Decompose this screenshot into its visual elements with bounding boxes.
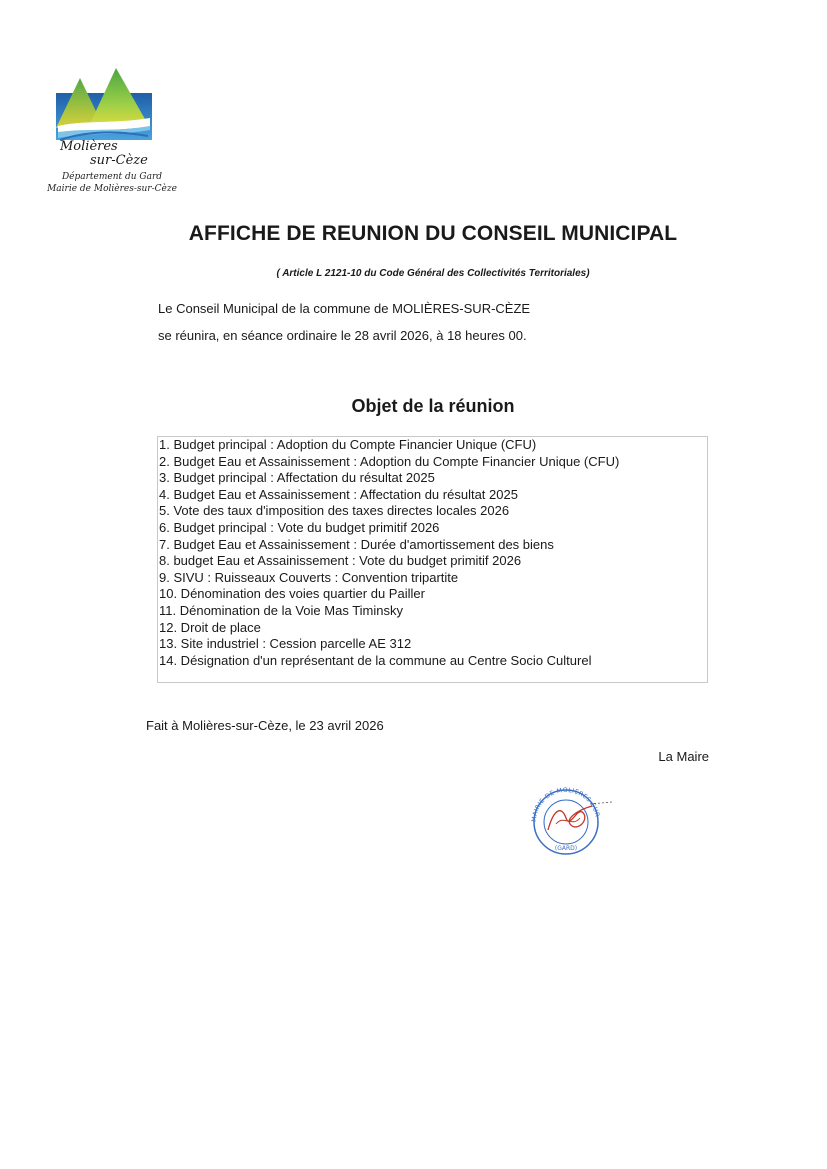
official-seal-icon — [526, 784, 616, 856]
agenda-item: 1. Budget principal : Adoption du Compte Financier Unique (CFU) — [159, 437, 537, 452]
article-reference: ( Article L 2121-10 du Code Général des Collectivités Territoriales) — [276, 268, 590, 279]
agenda-item: 9. SIVU : Ruisseaux Couverts : Convention tripartite — [159, 569, 459, 585]
agenda-item: 13. Site industriel : Cession parcelle AE 312 — [159, 636, 412, 652]
stamp-ring-text: MAIRIE DE MOLIERES-SUR- — [530, 786, 601, 823]
logo-brand-line2: sur-Cèze — [90, 153, 148, 168]
agenda-item: 7. Budget Eau et Assainissement : Durée d'amortissement des biens — [159, 536, 554, 552]
signatory: La Maire — [658, 749, 709, 764]
official-stamp — [526, 784, 616, 856]
agenda-item: 4. Budget Eau et Assainissement : Affectation du résultat 2025 — [159, 486, 518, 502]
intro-line-1: Le Conseil Municipal de la commune de MOLIÈRES-SUR-CÈZE — [158, 301, 531, 316]
agenda-heading: Objet de la réunion — [351, 396, 515, 416]
stamp-bottom-text: (GARD) — [554, 845, 578, 852]
agenda-item: 14. Désignation d'un représentant de la commune au Centre Socio Culturel — [159, 652, 592, 668]
signed-place-date: Fait à Molières-sur-Cèze, le 23 avril 2026 — [146, 718, 384, 733]
agenda-item: 3. Budget principal : Affectation du résultat 2025 — [159, 470, 435, 486]
agenda-item: 8. budget Eau et Assainissement : Vote du budget primitif 2026 — [159, 553, 522, 569]
agenda-item: 12. Droit de place — [159, 619, 261, 635]
agenda-item: 5. Vote des taux d'imposition des taxes directes locales 2026 — [159, 503, 510, 519]
svg-text:MAIRIE DE MOLIERES-SUR-CEZE — [526, 784, 601, 822]
commune-logo — [44, 66, 180, 198]
page-title: AFFICHE DE REUNION DU CONSEIL MUNICIPAL — [188, 222, 678, 245]
logo-mairie: Mairie de Molières-sur-Cèze — [47, 184, 177, 194]
agenda-item: 2. Budget Eau et Assainissement : Adoption du Compte Financier Unique (CFU) — [159, 453, 620, 469]
mountain-river-logo-icon — [44, 66, 180, 170]
logo-brand-line1: Molières — [60, 139, 118, 154]
agenda-box — [157, 436, 708, 683]
agenda-list — [159, 437, 707, 669]
agenda-item: 11. Dénomination de la Voie Mas Timinsky — [159, 602, 403, 618]
intro-line-2: se réunira, en séance ordinaire le 28 avril 2026, à 18 heures 00. — [158, 328, 527, 343]
logo-department: Département du Gard — [61, 172, 163, 182]
agenda-item: 10. Dénomination des voies quartier du Pailler — [159, 586, 425, 602]
agenda-item: 6. Budget principal : Vote du budget primitif 2026 — [159, 519, 440, 535]
